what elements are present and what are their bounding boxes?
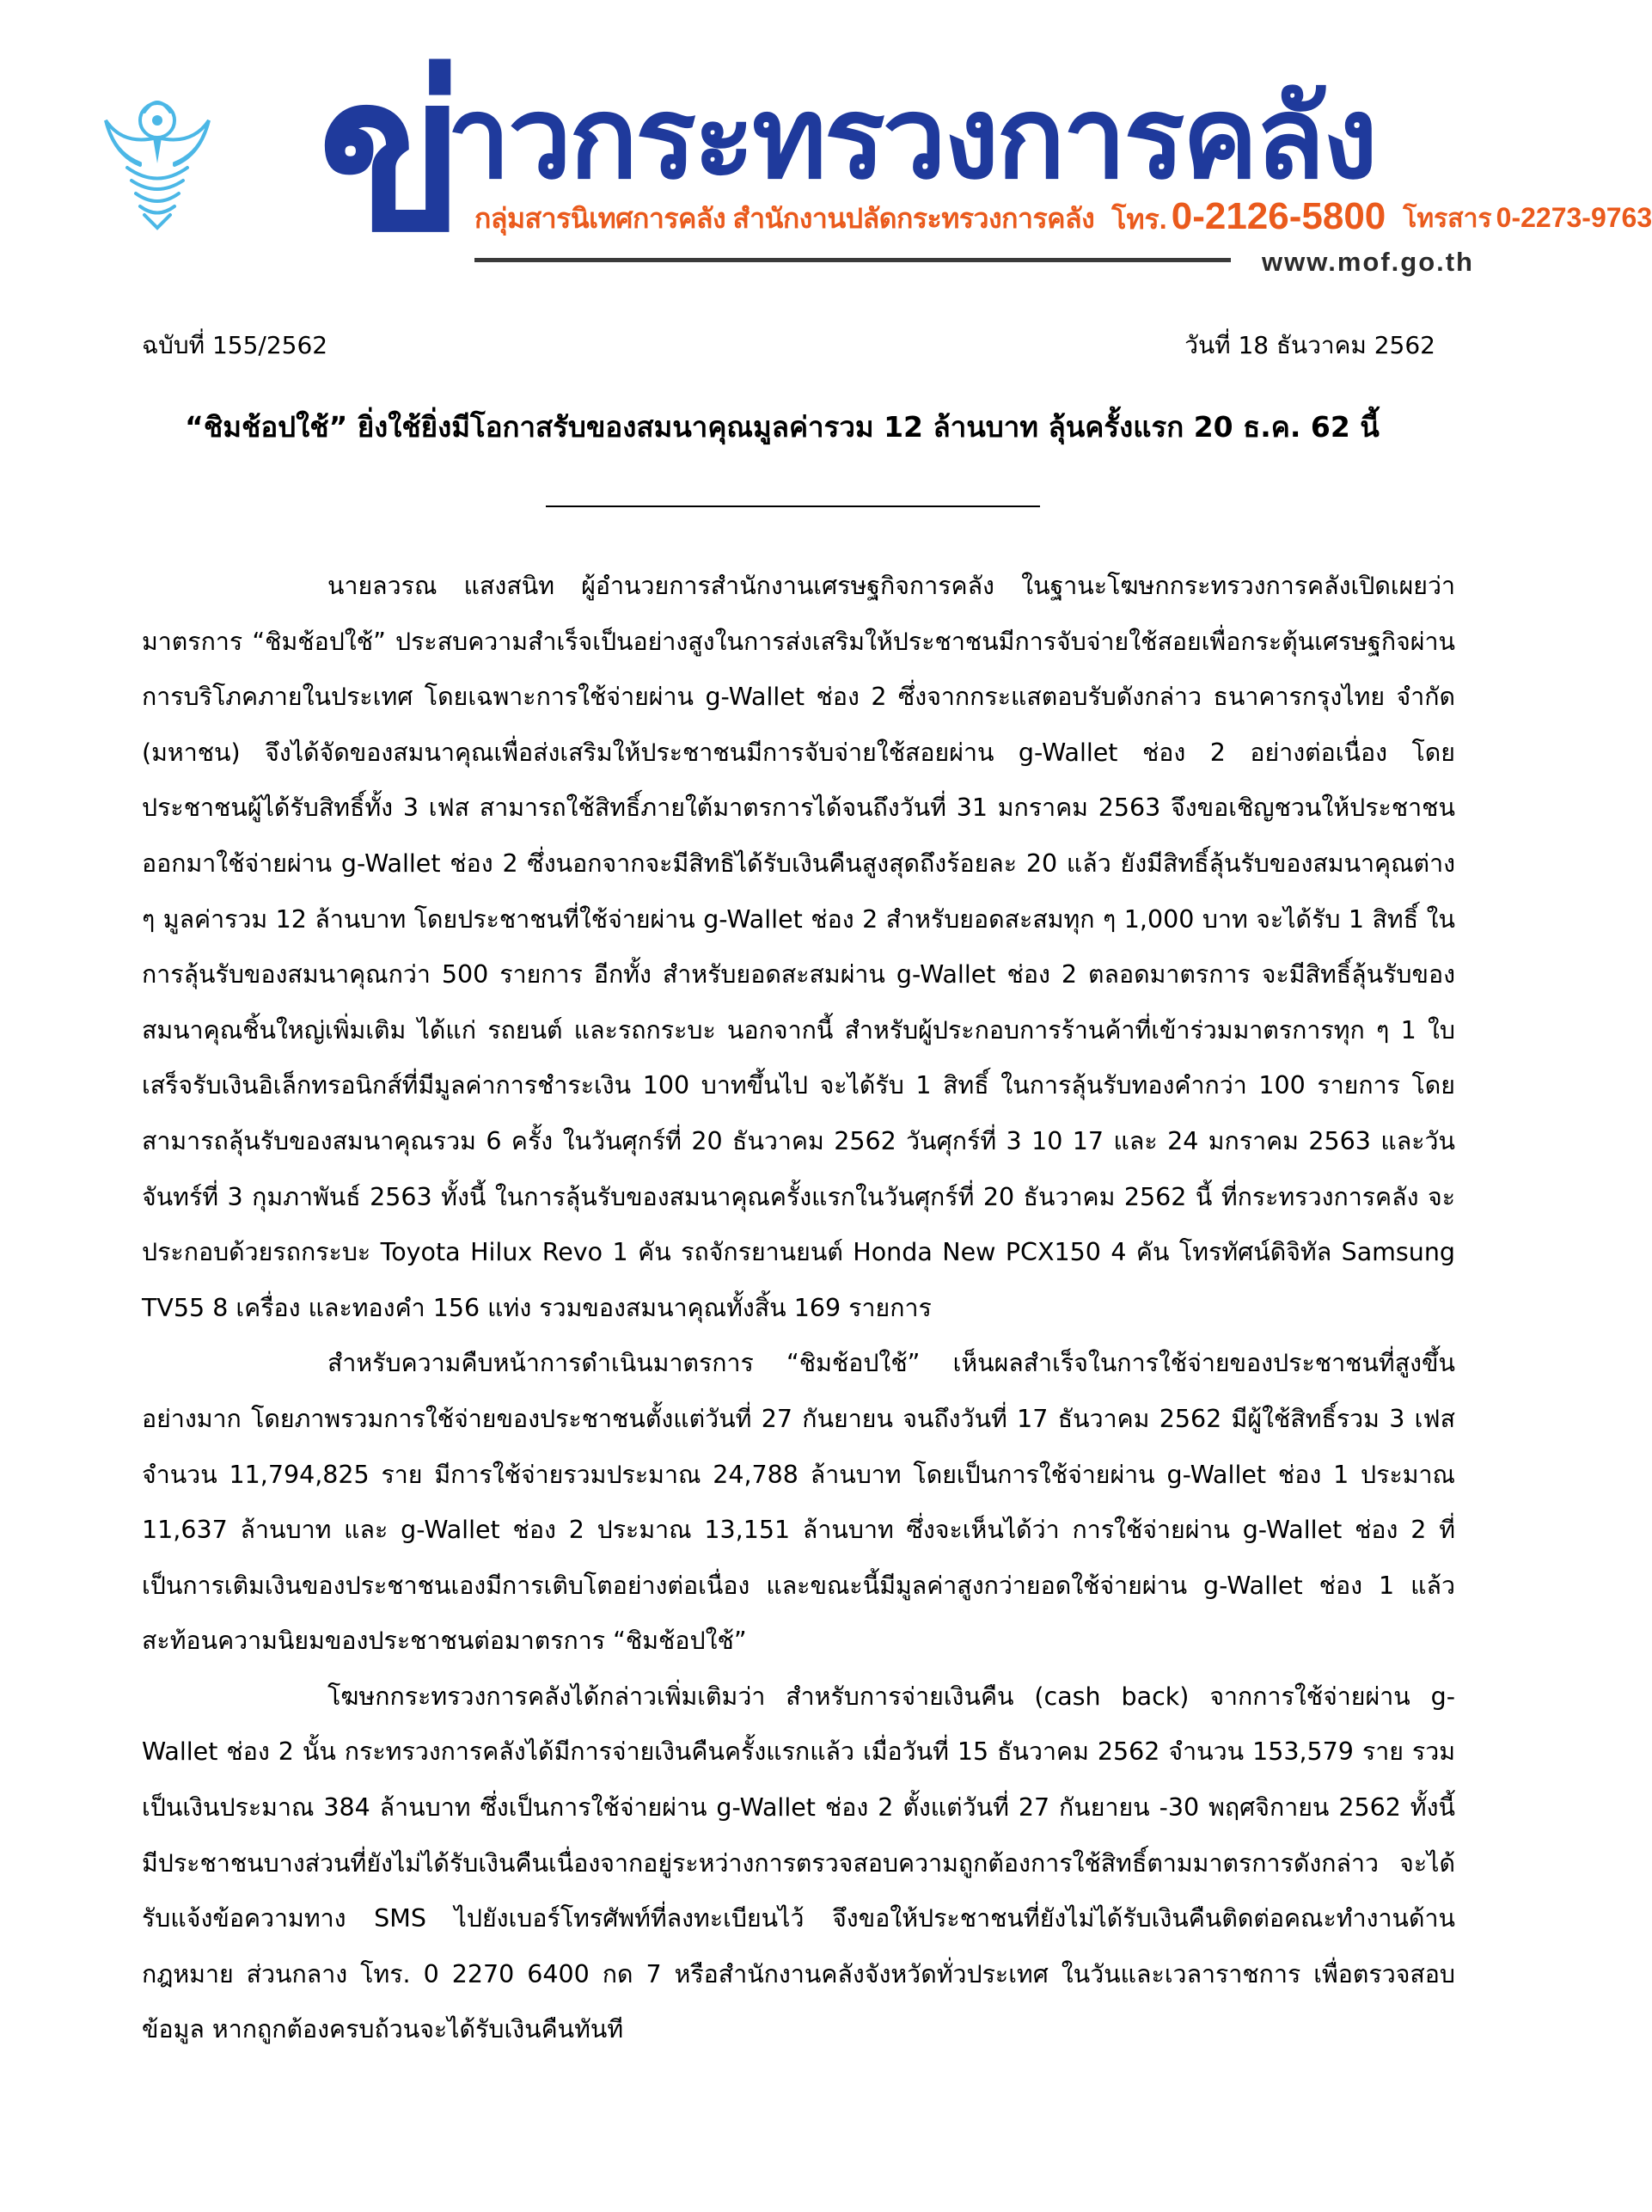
issue-date: วันที่ 18 ธันวาคม 2562	[1184, 331, 1435, 359]
paragraph-1: นายลวรณ แสงสนิท ผู้อำนวยการสำนักงานเศรษฐกิจการคลัง ในฐานะโฆษกกระทรวงการคลังเปิดเผยว่า มาตรการ “ชิมช้อปใช้” ประสบความสำเร็จเป็นอย่างสูงในการส่งเสริมให้ประชาชนมีการจับจ่ายใช้สอยเพื่อกระตุ้นเศรษฐกิจผ่านการบริโภคภายในประเทศ โดยเฉพาะการใช้จ่ายผ่าน g-Wallet ช่อง 2 ซึ่งจากกระแสตอบรับดังกล่าว ธนาคารกรุงไทย จำกัด (มหาชน) จึงได้จัดของสมนาคุณเพื่อส่งเสริมให้ประชาชนมีการจับจ่ายใช้สอยผ่าน g-Wallet ช่อง 2 อย่างต่อเนื่อง โดยประชาชนผู้ได้รับสิทธิ์ทั้ง 3 เฟส สามารถใช้สิทธิ์ภายใต้มาตรการได้จนถึงวันที่ 31 มกราคม 2563 จึงขอเชิญชวนให้ประชาชนออกมาใช้จ่ายผ่าน g-Wallet ช่อง 2 ซึ่งนอกจากจะมีสิทธิได้รับเงินคืนสูงสุดถึงร้อยละ 20 แล้ว ยังมีสิทธิ์ลุ้นรับของสมนาคุณต่าง ๆ มูลค่ารวม 12 ล้านบาท โดยประชาชนที่ใช้จ่ายผ่าน g-Wallet ช่อง 2 สำหรับยอดสะสมทุก ๆ 1,000 บาท จะได้รับ 1 สิทธิ์ ในการลุ้นรับของสมนาคุณกว่า 500 รายการ อีกทั้ง สำหรับยอดสะสมผ่าน g-Wallet ช่อง 2 ตลอดมาตรการ จะมีสิทธิ์ลุ้นรับของสมนาคุณชิ้นใหญ่เพิ่มเติม ได้แก่ รถยนต์ และรถกระบะ นอกจากนี้ สำหรับผู้ประกอบการร้านค้าที่เข้าร่วมมาตรการทุก ๆ 1 ใบเสร็จรับเงินอิเล็กทรอนิกส์ที่มีมูลค่าการชำระเงิน 100 บาทขึ้นไป จะได้รับ 1 สิทธิ์ ในการลุ้นรับทองคำกว่า 100 รายการ โดยสามารถลุ้นรับของสมนาคุณรวม 6 ครั้ง ในวันศุกร์ที่ 20 ธันวาคม 2562 วันศุกร์ที่ 3 10 17 และ 24 มกราคม 2563 และวันจันทร์ที่ 3 กุมภาพันธ์ 2563 ทั้งนี้ ในการลุ้นรับของสมนาคุณครั้งแรกในวันศุกร์ที่ 20 ธันวาคม 2562 นี้ ที่กระทรวงการคลัง จะประกอบด้วยรถกระบะ Toyota Hilux Revo 1 คัน รถจักรยานยนต์ Honda New PCX150 4 คัน โทรทัศน์ดิจิทัล Samsung TV55 8 เครื่อง และทองคำ 156 แท่ง รวมของสมนาคุณทั้งสิ้น 169 รายการ	[142, 572, 1455, 1322]
masthead-fax	[1403, 199, 1652, 239]
headline-underline	[546, 506, 1040, 507]
masthead-title: าวกระทรวงการคลัง	[447, 75, 1376, 201]
fax-label: โทรสาร	[1403, 204, 1492, 233]
headline: “ชิมช้อปใช้” ยิ่งใช้ยิ่งมีโอกาสรับของสมนาคุณมูลค่ารวม 12 ล้านบาท ลุ้นครั้งแรก 20 ธ.ค. 62 นี้	[185, 410, 1380, 444]
masthead-tel	[1111, 195, 1386, 242]
masthead-divider	[474, 258, 1231, 262]
masthead-unit: กลุ่มสารนิเทศการคลัง สำนักงานปลัดกระทรวงการคลัง	[474, 202, 1095, 234]
tel-number: 0-2126-5800	[1171, 195, 1386, 237]
garuda-emblem-icon	[93, 86, 222, 232]
fax-number: 0-2273-9763	[1496, 201, 1652, 233]
paragraph-2: สำหรับความคืบหน้าการดำเนินมาตรการ “ชิมช้อปใช้” เห็นผลสำเร็จในการใช้จ่ายของประชาชนที่สูงขึ้นอย่างมาก โดยภาพรวมการใช้จ่ายของประชาชนตั้งแต่วันที่ 27 กันยายน จนถึงวันที่ 17 ธันวาคม 2562 มีผู้ใช้สิทธิ์รวม 3 เฟสจำนวน 11,794,825 ราย มีการใช้จ่ายรวมประมาณ 24,788 ล้านบาท โดยเป็นการใช้จ่ายผ่าน g-Wallet ช่อง 1 ประมาณ 11,637 ล้านบาท และ g-Wallet ช่อง 2 ประมาณ 13,151 ล้านบาท ซึ่งจะเห็นได้ว่า การใช้จ่ายผ่าน g-Wallet ช่อง 2 ที่เป็นการเติมเงินของประชาชนเองมีการเติบโตอย่างต่อเนื่อง และขณะนี้มีมูลค่าสูงกว่ายอดใช้จ่ายผ่าน g-Wallet ช่อง 1 แล้ว สะท้อนความนิยมของประชาชนต่อมาตรการ “ชิมช้อปใช้”	[142, 1349, 1455, 1656]
paragraph-3: โฆษกกระทรวงการคลังได้กล่าวเพิ่มเติมว่า สำหรับการจ่ายเงินคืน (cash back) จากการใช้จ่ายผ่าน g-Wallet ช่อง 2 นั้น กระทรวงการคลังได้มีการจ่ายเงินคืนครั้งแรกแล้ว เมื่อวันที่ 15 ธันวาคม 2562 จำนวน 153,579 ราย รวมเป็นเงินประมาณ 384 ล้านบาท ซึ่งเป็นการใช้จ่ายผ่าน g-Wallet ช่อง 2 ตั้งแต่วันที่ 27 กันยายน -30 พฤศจิกายน 2562 ทั้งนี้ มีประชาชนบางส่วนที่ยังไม่ได้รับเงินคืนเนื่องจากอยู่ระหว่างการตรวจสอบความถูกต้องการใช้สิทธิ์ตามมาตรการดังกล่าว จะได้รับแจ้งข้อความทาง SMS ไปยังเบอร์โทรศัพท์ที่ลงทะเบียนไว้ จึงขอให้ประชาชนที่ยังไม่ได้รับเงินคืนติดต่อคณะทำงานด้านกฎหมาย ส่วนกลาง โทร. 0 2270 6400 กด 7 หรือสำนักงานคลังจังหวัดทั่วประเทศ ในวันและเวลาราชการ เพื่อตรวจสอบข้อมูล หากถูกต้องครบถ้วนจะได้รับเงินคืนทันที	[142, 1682, 1455, 2044]
issue-number: ฉบับที่ 155/2562	[142, 331, 328, 359]
masthead	[0, 0, 1652, 292]
tel-label: โทร.	[1111, 204, 1167, 235]
masthead-contact-bar	[474, 195, 1652, 241]
article-body	[142, 559, 1455, 2058]
website-link[interactable]: www.mof.go.th	[1262, 247, 1474, 277]
masthead-title-initial: ข่	[318, 34, 460, 274]
